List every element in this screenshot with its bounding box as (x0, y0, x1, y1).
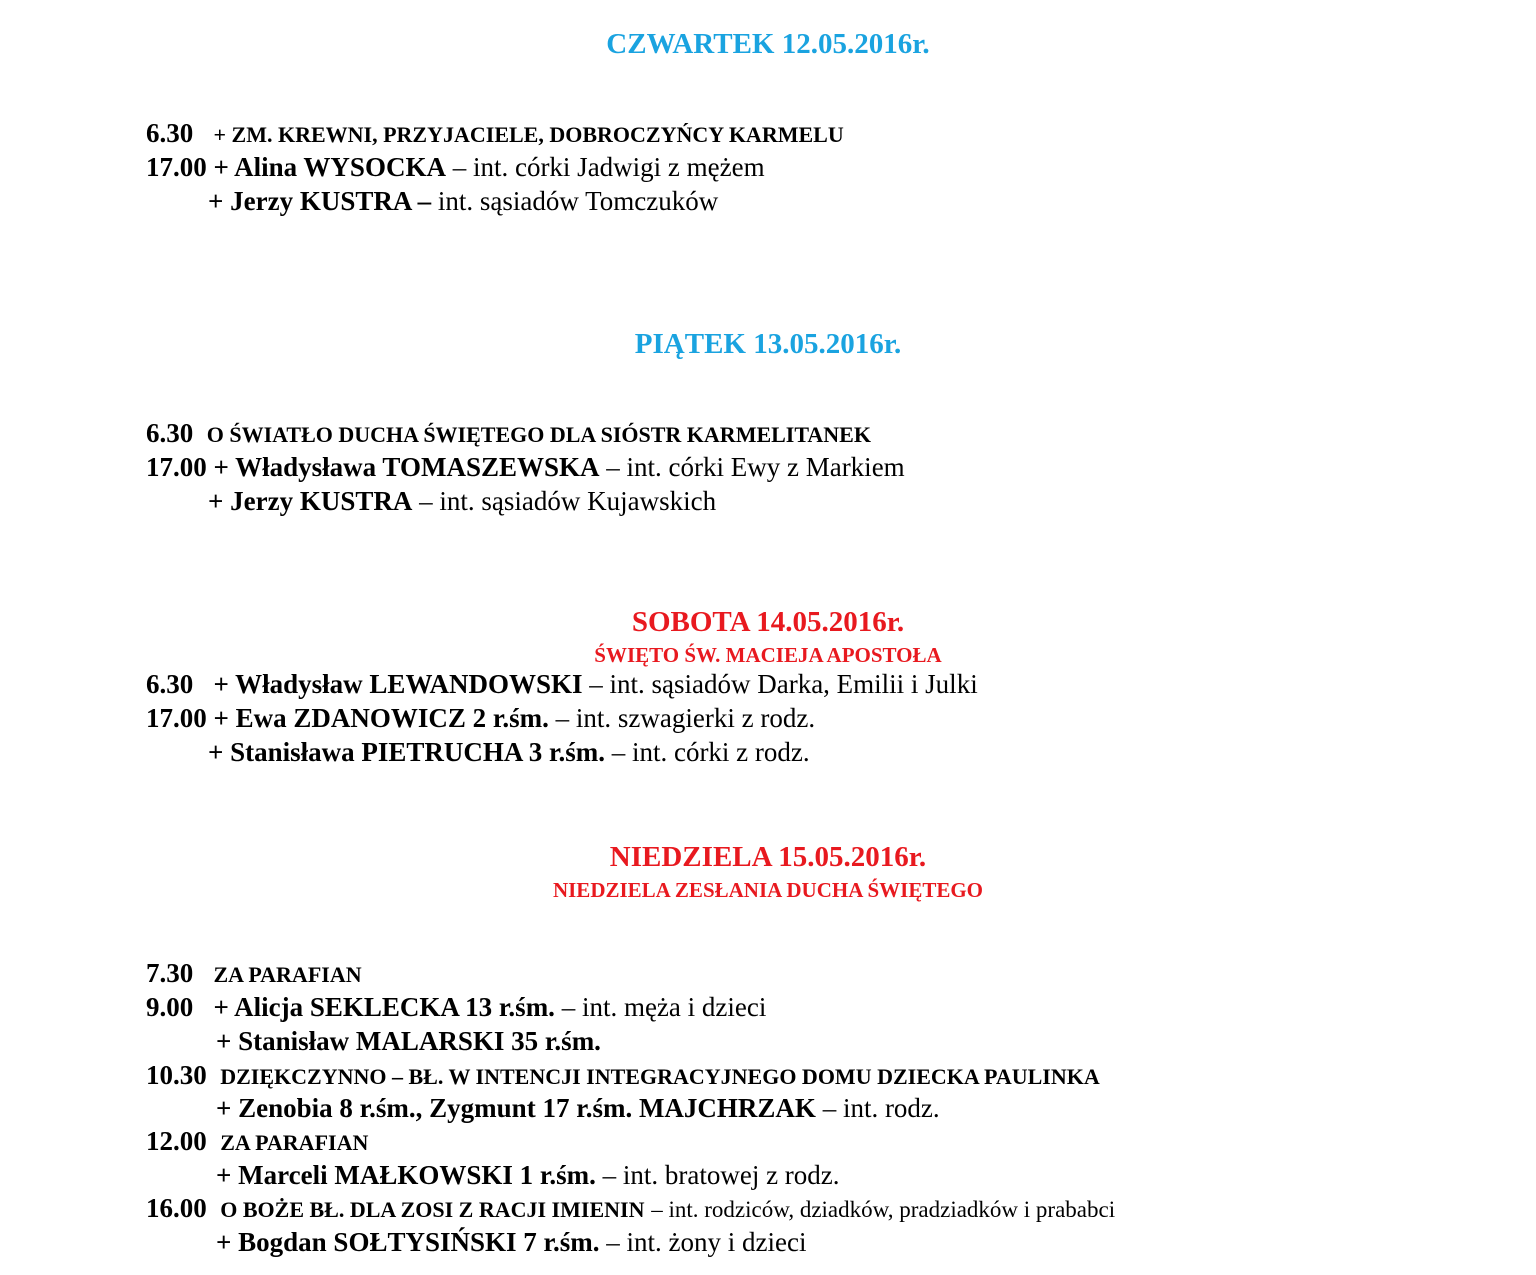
mass-line (216, 1024, 601, 1058)
mass-time: 16.00 (146, 1193, 207, 1223)
mass-name: + Zenobia 8 r.śm., Zygmunt 17 r.śm. MAJCHRZAK (216, 1093, 816, 1123)
mass-name: + Alina WYSOCKA (213, 152, 446, 182)
mass-line (146, 116, 844, 152)
mass-note: – int. córki Jadwigi z mężem (452, 152, 765, 182)
mass-name: + Ewa ZDANOWICZ 2 r.śm. (213, 703, 549, 733)
mass-intention: ZA PARAFIAN (213, 962, 362, 987)
mass-time: 17.00 (146, 452, 207, 482)
mass-time: 6.30 (146, 669, 194, 699)
mass-intention: O ŚWIATŁO DUCHA ŚWIĘTEGO DLA SIÓSTR KARMELITANEK (206, 422, 871, 447)
mass-line (216, 1225, 806, 1259)
mass-note: – int. bratowej z rodz. (602, 1160, 840, 1190)
mass-intention: + ZM. KREWNI, PRZYJACIELE, DOBROCZYŃCY KARMELU (213, 122, 844, 147)
mass-intention: ZA PARAFIAN (220, 1130, 369, 1155)
mass-time: 7.30 (146, 958, 194, 988)
mass-name: + Alicja SEKLECKA 13 r.śm. (213, 992, 555, 1022)
mass-note: – int. córki Ewy z Markiem (606, 452, 905, 482)
feast-subheading-saturday: ŚWIĘTO ŚW. MACIEJA APOSTOŁA (594, 643, 942, 667)
mass-name: + Marceli MAŁKOWSKI 1 r.śm. (216, 1160, 596, 1190)
mass-name: + Jerzy KUSTRA (208, 486, 413, 516)
mass-name: + Jerzy KUSTRA – (208, 186, 432, 216)
mass-line (216, 1158, 840, 1192)
mass-name: + Stanisław MALARSKI 35 r.śm. (216, 1026, 601, 1056)
mass-time: 17.00 (146, 703, 207, 733)
mass-note: – int. szwagierki z rodz. (555, 703, 816, 733)
mass-name: + Władysław LEWANDOWSKI (213, 669, 583, 699)
mass-line (146, 1124, 368, 1160)
mass-name: + Władysława TOMASZEWSKA (213, 452, 600, 482)
mass-line (146, 701, 815, 735)
mass-intention: DZIĘKCZYNNO – BŁ. W INTENCJI INTEGRACYJNEGO DOMU DZIECKA PAULINKA (220, 1064, 1100, 1089)
mass-line (146, 1058, 1100, 1094)
mass-time: 9.00 (146, 992, 194, 1022)
mass-note: – int. męża i dzieci (561, 992, 767, 1022)
mass-line (208, 484, 716, 518)
mass-note: – int. córki z rodz. (611, 737, 810, 767)
mass-line (208, 735, 810, 769)
mass-note: int. sąsiadów Tomczuków (437, 186, 719, 216)
mass-time: 10.30 (146, 1060, 207, 1090)
feast-subheading-sunday: NIEDZIELA ZESŁANIA DUCHA ŚWIĘTEGO (552, 878, 984, 902)
mass-line (146, 990, 766, 1024)
day-heading-friday: PIĄTEK 13.05.2016r. (634, 328, 902, 360)
mass-time: 17.00 (146, 152, 207, 182)
mass-note: – int. rodziców, dziadków, pradziadków i prababci (651, 1197, 1116, 1222)
mass-note: – int. sąsiadów Kujawskich (419, 486, 717, 516)
mass-line (146, 956, 362, 992)
mass-line (146, 667, 978, 701)
day-heading-sunday: NIEDZIELA 15.05.2016r. (609, 841, 927, 873)
mass-line (146, 1191, 1115, 1227)
mass-line (208, 184, 718, 218)
mass-note: – int. rodz. (822, 1093, 940, 1123)
mass-time: 6.30 (146, 118, 194, 148)
day-heading-thursday: CZWARTEK 12.05.2016r. (606, 28, 930, 60)
mass-intention: O BOŻE BŁ. DLA ZOSI Z RACJI IMIENIN (220, 1197, 645, 1222)
mass-line (146, 416, 871, 452)
mass-line (146, 150, 765, 184)
mass-note: – int. sąsiadów Darka, Emilii i Julki (589, 669, 978, 699)
mass-time: 6.30 (146, 418, 194, 448)
mass-name: + Bogdan SOŁTYSIŃSKI 7 r.śm. (216, 1227, 600, 1257)
day-heading-saturday: SOBOTA 14.05.2016r. (631, 606, 905, 638)
mass-line (216, 1091, 940, 1125)
mass-name: + Stanisława PIETRUCHA 3 r.śm. (208, 737, 605, 767)
mass-note: – int. żony i dzieci (606, 1227, 807, 1257)
mass-line (146, 450, 905, 484)
mass-time: 12.00 (146, 1126, 207, 1156)
